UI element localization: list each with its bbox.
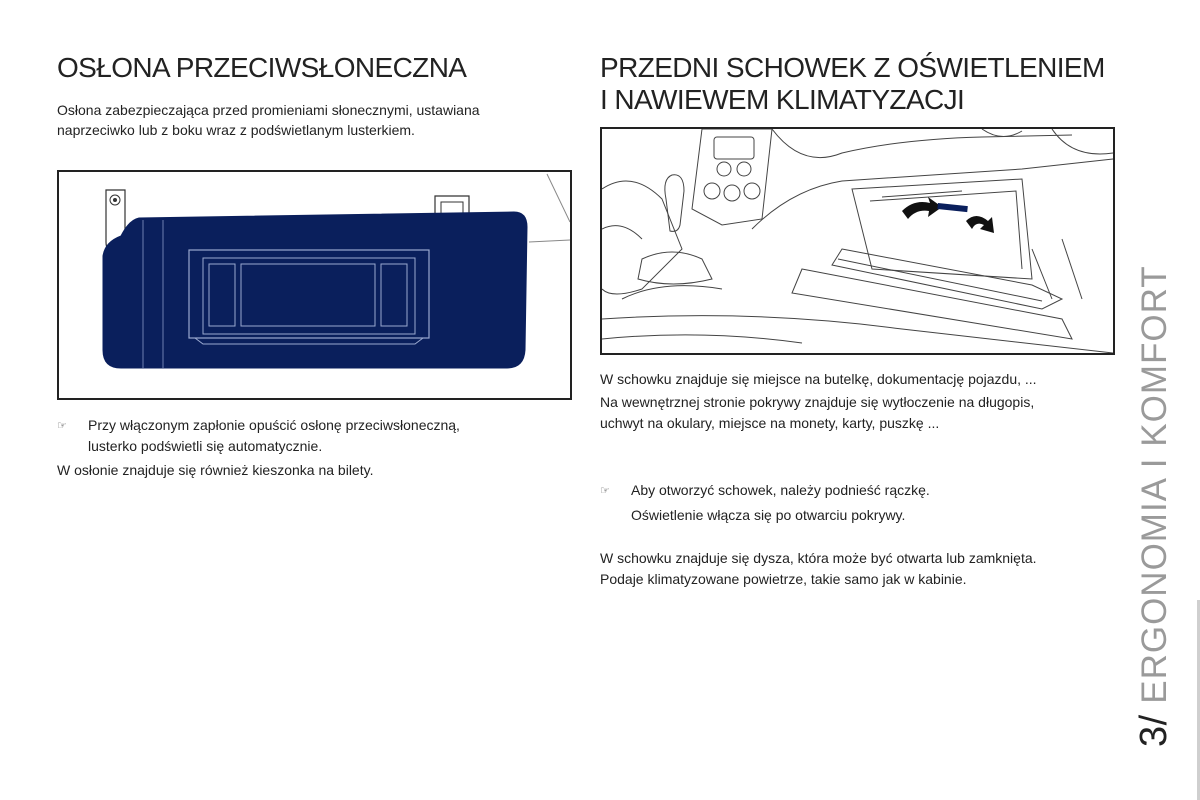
hand-pointer-icon: ☞ <box>600 485 610 497</box>
chapter-number: 3/ <box>1133 714 1175 747</box>
bullet-item <box>57 415 573 457</box>
glovebox-para-2 <box>600 392 1116 434</box>
vent-line-2: Podaje klimatyzowane powietrze, takie samo jak w kabinie. <box>600 571 967 587</box>
section-title-sun-visor: OSŁONA PRZECIWSŁONECZNA <box>57 52 467 83</box>
para2-line-2: uchwyt na okulary, miejsce na monety, karty, puszkę ... <box>600 415 940 431</box>
glovebox-para-1: W schowku znajduje się miejsce na butelkę, dokumentację pojazdu, ... <box>600 371 1037 387</box>
close-arrow-icon <box>966 216 994 233</box>
chapter-title: ERGONOMIA I KOMFORT <box>1135 265 1174 704</box>
sun-visor-illustration <box>57 170 572 400</box>
sun-visor-intro <box>57 100 557 140</box>
bullet-line-2: lusterko podświetli się automatycznie. <box>88 438 323 454</box>
sun-visor-instructions <box>57 415 573 481</box>
glovebox-description <box>600 369 1116 434</box>
para2-line-1: Na wewnętrznej stronie pokrywy znajduje się wytłoczenie na długopis, <box>600 394 1035 410</box>
sun-visor-drawing <box>59 172 570 398</box>
title-line-2: I NAWIEWEM KLIMATYZACJI <box>600 84 965 115</box>
bullet-text <box>88 415 460 457</box>
bullet-line-2: Oświetlenie włącza się po otwarciu pokrywy. <box>631 507 906 523</box>
bullet-line-1: Przy włączonym zapłonie opuścić osłonę przeciwsłoneczną, <box>88 417 460 433</box>
visor-body <box>103 212 527 368</box>
ticket-pocket-note: W osłonie znajduje się również kieszonka na bilety. <box>57 462 374 478</box>
right-column <box>600 52 1116 590</box>
air-vent-note <box>600 548 1116 590</box>
open-arrow-icon <box>902 197 942 219</box>
bullet-item <box>600 480 1116 502</box>
vent-line-1: W schowku znajduje się dysza, która może być otwarta lub zamknięta. <box>600 550 1037 566</box>
left-column <box>57 52 573 481</box>
hand-pointer-icon: ☞ <box>57 420 67 432</box>
title-line-1: PRZEDNI SCHOWEK Z OŚWIETLENIEM <box>600 52 1105 83</box>
intro-line-2: naprzeciwko lub z boku wraz z podświetlanym lusterkiem. <box>57 122 415 138</box>
section-title-glovebox <box>600 52 1116 116</box>
glovebox-instructions <box>600 480 1116 526</box>
glovebox-drawing <box>602 129 1113 353</box>
glovebox-illustration <box>600 127 1115 355</box>
chapter-heading <box>1134 265 1175 747</box>
bullet-line-1: Aby otworzyć schowek, należy podnieść rączkę. <box>631 482 930 498</box>
intro-line-1: Osłona zabezpieczająca przed promieniami słonecznymi, ustawiana <box>57 102 480 118</box>
